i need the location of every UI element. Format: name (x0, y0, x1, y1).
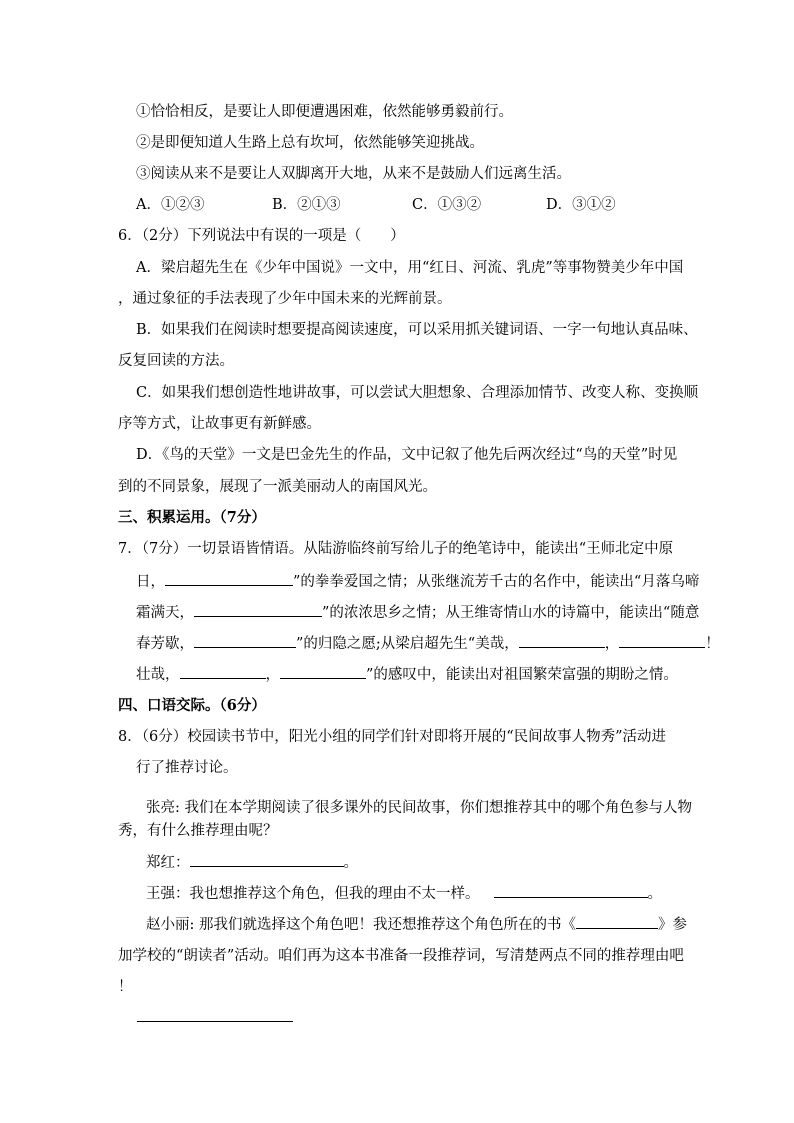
q6-option-c-line1[interactable]: C．如果我们想创造性地讲故事，可以尝试大胆想象、合理添加情节、改变人称、变换顺 (136, 385, 699, 401)
q7-line-4 (136, 633, 720, 654)
q7-line-1: 7．（7分）一切景语皆情语。从陆游临终前写给儿子的绝笔诗中，能读出“王师北定中原 (118, 541, 674, 557)
q8-zhao-line-1 (146, 914, 687, 935)
q6-stem: 6．（2分）下列说法中有误的一项是（ ） (118, 228, 405, 244)
q5-item-3: ③阅读从来不是要让人双脚离开大地，从来不是鼓励人们远离生活。 (136, 166, 571, 182)
q8-zhao-line-3: ！ (118, 979, 133, 995)
q8-text: 郑红： (146, 855, 190, 871)
q7-blank-4[interactable] (519, 633, 605, 648)
q7-text: 春芳歇， (136, 636, 194, 652)
q7-text: ， (604, 636, 620, 652)
q7-blank-5[interactable] (619, 633, 705, 648)
q7-text: ”的浓浓思乡之情；从王维寄情山水的诗篇中，能读出“随意 (322, 605, 700, 621)
q8-blank-zheng[interactable] (190, 852, 344, 867)
q8-text: 。 (647, 886, 662, 902)
q7-text: ！ (705, 636, 720, 652)
q6-option-c-line2: 序等方式，让故事更有新鲜感。 (118, 416, 321, 432)
q5-option-b[interactable]: B．②①③ (272, 197, 341, 213)
q8-zhao-line-2: 加学校的“朗读者”活动。咱们再为这本书准备一段推荐词，写清楚两点不同的推荐理由吧 (118, 948, 684, 964)
q7-text: 壮哉， (136, 667, 180, 683)
q5-option-a[interactable]: A．①②③ (136, 197, 205, 213)
q6-option-a-line2: ，通过象征的手法表现了少年中国未来的光辉前景。 (118, 291, 452, 307)
section-3-heading: 三、积累运用。（7分） (118, 509, 266, 526)
q7-text: ， (265, 667, 280, 683)
q6-option-d-line1[interactable]: D．《鸟的天堂》一文是巴金先生的作品，文中记叙了他先后两次经过“鸟的天堂”时见 (136, 447, 678, 463)
section-4-heading: 四、口语交际。（6分） (118, 697, 266, 714)
q8-line-2: 行了推荐讨论。 (136, 760, 238, 776)
q7-blank-3[interactable] (194, 633, 296, 648)
q7-blank-6[interactable] (180, 664, 266, 679)
q5-item-1: ①恰恰相反，是要让人即便遭遇困难，依然能够勇毅前行。 (136, 104, 513, 120)
q7-line-2 (136, 571, 699, 592)
q7-text: ”的归隐之愿;从梁启超先生“美哉， (296, 636, 519, 652)
q7-blank-1[interactable] (165, 571, 293, 586)
q7-line-3 (136, 602, 699, 623)
q7-text: 霜满天， (136, 605, 194, 621)
q5-item-2: ②是即便知道人生路上总有坎坷，依然能够笑迎挑战。 (136, 135, 484, 151)
q8-blank-recommendation[interactable] (137, 1021, 293, 1022)
q6-option-d-line2: 到的不同景象，展现了一派美丽动人的南国风光。 (118, 479, 437, 495)
q6-option-b-line2: 反复回读的方法。 (118, 353, 234, 369)
q7-blank-2[interactable] (194, 602, 322, 617)
q8-blank-wang[interactable] (494, 883, 648, 898)
q8-text: 赵小丽: 那我们就选择这个角色吧！我还想推荐这个角色所在的书《 (146, 917, 576, 933)
q7-line-5 (136, 664, 678, 685)
q8-zhang-line-1: 张亮: 我们在本学期阅读了很多课外的民间故事，你们想推荐其中的哪个角色参与人物 (146, 800, 692, 816)
q6-option-a-line1[interactable]: A．梁启超先生在《少年中国说》一文中，用“红日、河流、乳虎”等事物赞美少年中国 (136, 260, 684, 276)
q7-text: 日， (136, 574, 165, 590)
q8-zhang-line-2: 秀，有什么推荐理由呢？ (118, 823, 278, 839)
q5-option-d[interactable]: D．③①② (546, 197, 616, 213)
q7-text: ”的感叹中，能读出对祖国繁荣富强的期盼之情。 (366, 667, 678, 683)
q8-text: 。 (343, 855, 358, 871)
q8-text: 王强：我也想推荐这个角色，但我的理由不太一样。 (146, 886, 480, 902)
q8-blank-book[interactable] (576, 914, 658, 929)
q7-text: ”的拳拳爱国之情；从张继流芳千古的名作中，能读出“月落乌啼 (293, 574, 700, 590)
q6-option-b-line1[interactable]: B．如果我们在阅读时想要提高阅读速度，可以采用抓关键词语、一字一句地认真品味、 (136, 322, 698, 338)
q8-text: 》参 (658, 917, 687, 933)
q8-zheng-line (146, 852, 358, 873)
q8-wang-line (146, 883, 662, 904)
q8-line-1: 8．（6分）校园读书节中，阳光小组的同学们针对即将开展的“民间故事人物秀”活动进 (118, 729, 667, 745)
q5-option-c[interactable]: C．①③② (412, 197, 482, 213)
q7-blank-7[interactable] (280, 664, 366, 679)
